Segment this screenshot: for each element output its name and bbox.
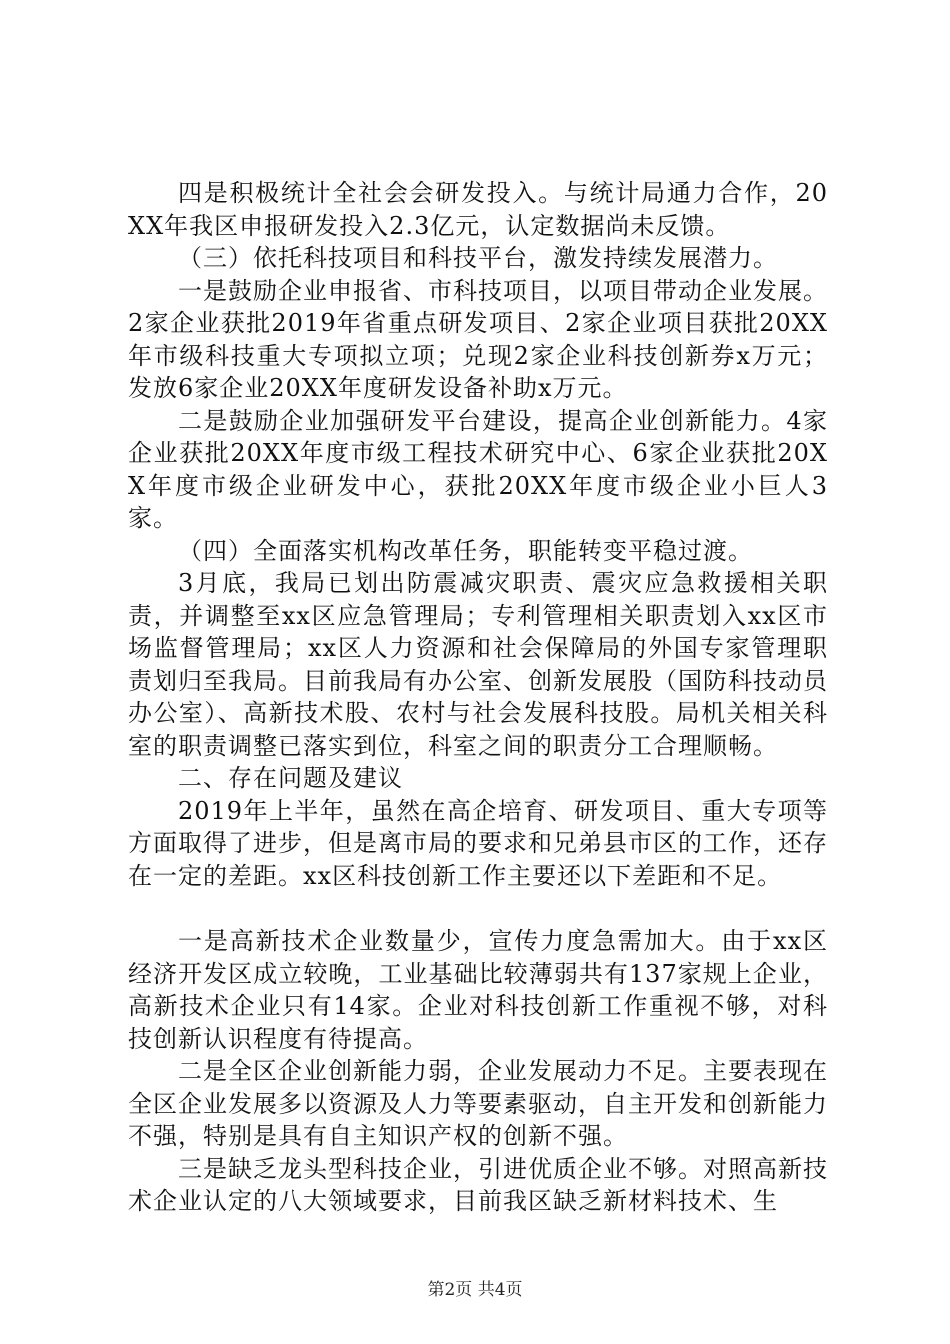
document-body xyxy=(128,177,828,1218)
paragraph-hightech-count: 一是高新技术企业数量少，宣传力度急需加大。由于xx区经济开发区成立较晚，工业基础比较薄弱共有137家规上企业，高新技术企业只有14家。企业对科技创新工作重视不够，对科技创新认识程度有待提高。 xyxy=(128,927,828,1053)
page-number-footer: 第2页 共4页 xyxy=(427,1280,523,1300)
section-heading-four: （四）全面落实机构改革任务，职能转变平稳过渡。 xyxy=(178,536,753,565)
section-heading-three: （三）依托科技项目和科技平台，激发持续发展潜力。 xyxy=(178,244,778,272)
paragraph-problems-intro: 2019年上半年，虽然在高企培育、研发项目、重大专项等方面取得了进步，但是离市局的要求和兄弟县市区的工作，还存在一定的差距。xx区科技创新工作主要还以下差距和不足。 xyxy=(128,796,828,890)
section-heading-problems: 二、存在问题及建议 xyxy=(178,764,403,792)
paragraph-rd-platform: 二是鼓励企业加强研发平台建设，提高企业创新能力。4家企业获批20XX年度市级工程技术研究中心、6家企业获批20XX年度市级企业研发中心，获批20XX年度市级企业小巨人3家。 xyxy=(128,406,828,532)
paragraph-institutional-reform: 3月底，我局已划出防震减灾职责、震灾应急救援相关职责，并调整至xx区应急管理局；专利管理相关职责划入xx区市场监督管理局；xx区人力资源和社会保障局的外国专家管理职责划归至我局。目前我局有办公室、创新发展股（国防科技动员办公室）、高新技术股、农村与社会发展科技股。局机关相关科室的职责调整已落实到位，科室之间的职责分工合理顺畅。 xyxy=(128,569,828,760)
paragraph-project-support: 一是鼓励企业申报省、市科技项目，以项目带动企业发展。2家企业获批2019年省重点研发项目、2家企业项目获批20XX年市级科技重大专项拟立项；兑现2家企业科技创新券x万元；发放6家企业20XX年度研发设备补助x万元。 xyxy=(128,276,828,402)
paragraph-leading-enterprises: 三是缺乏龙头型科技企业，引进优质企业不够。对照高新技术企业认定的八大领域要求，目前我区缺乏新材料技术、生 xyxy=(128,1154,828,1215)
paragraph-innovation-capacity: 二是全区企业创新能力弱，企业发展动力不足。主要表现在全区企业发展多以资源及人力等要素驱动，自主开发和创新能力不强，特别是具有自主知识产权的创新不强。 xyxy=(128,1057,828,1150)
paragraph-research-investment: 四是积极统计全社会会研发投入。与统计局通力合作，20XX年我区申报研发投入2.3亿元，认定数据尚未反馈。 xyxy=(128,179,828,240)
